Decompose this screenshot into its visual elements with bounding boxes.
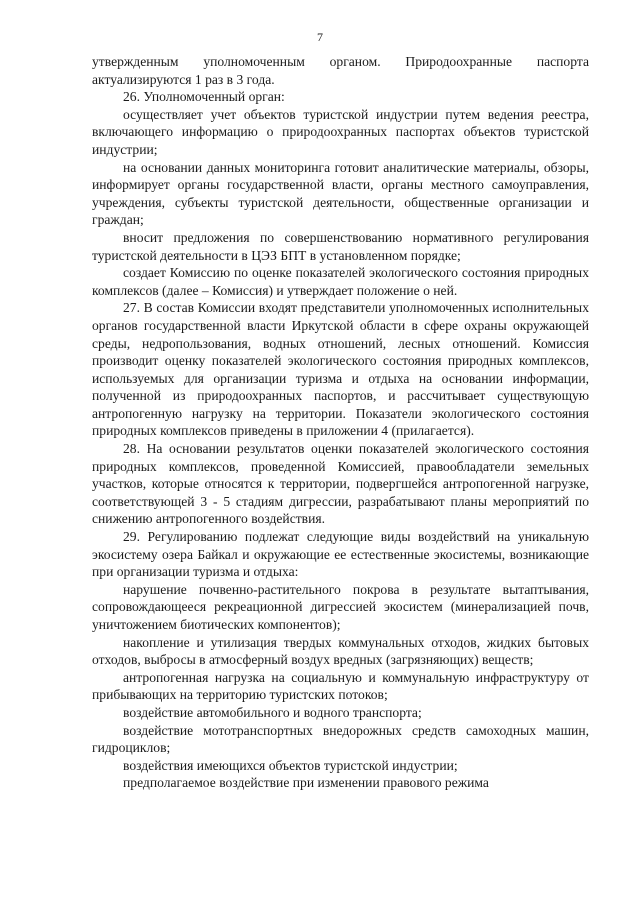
paragraph-29-item-legal-regime: предполагаемое воздействие при изменении правового режима — [123, 775, 489, 791]
paragraph-29-item-transport: воздействие автомобильного и водного транспорта; — [123, 704, 422, 720]
paragraph-passport-update: утвержденным уполномоченным органом. Природоохранные паспорта актуализируются 1 раз в 3 года. — [92, 54, 589, 87]
paragraph-26-item-commission: создает Комиссию по оценке показателей экологического состояния природных комплексов (далее – Комиссия) и утверждает положение о ней. — [92, 265, 589, 298]
paragraph-29: 29. Регулированию подлежат следующие виды воздействий на уникальную экосистему озера Байкал и окружающие ее естественные экосистемы, возникающие при организации туризма и отдыха: — [92, 529, 589, 580]
paragraph-26-item-registry: осуществляет учет объектов туристской индустрии путем ведения реестра, включающего информацию о природоохранных паспортах объектов туристской индустрии; — [92, 106, 589, 157]
document-text — [92, 53, 589, 792]
paragraph-28: 28. На основании результатов оценки показателей экологического состояния природных комплексов, проведенной Комиссией, правообладатели земельных участков, которые относятся к территории, подвергшейся антропогенной нагрузке, соответствующей 3 - 5 стадиям дигрессии, разрабатывают планы мероприятий по снижению антропогенного воздействия. — [92, 441, 589, 527]
paragraph-29-item-facilities: воздействия имеющихся объектов туристской индустрии; — [123, 757, 458, 773]
paragraph-29-item-offroad: воздействие мототранспортных внедорожных средств самоходных машин, гидроциклов; — [92, 722, 589, 756]
paragraph-27: 27. В состав Комиссии входят представители уполномоченных исполнительных органов государственной власти Иркутской области в сфере охраны окружающей среды, недропользования, водных отношений, лесных отношений. Комиссия производит оценку показателей экологического состояния природных комплексов, используемых для организации туризма и отдыха на основании информации, полученной из природоохранных паспортов, и рассчитывает существующую антропогенную нагрузку на территории. Показатели экологического состояния природных комплексов приведены в приложении 4 (прилагается). — [92, 300, 589, 439]
paragraph-26-heading: 26. Уполномоченный орган: — [123, 89, 285, 105]
paragraph-26-item-analytics: на основании данных мониторинга готовит аналитические материалы, обзоры, информирует органы государственной власти, органы местного самоуправления, учреждения, субъекты туристской деятельности, общественные организации и граждан; — [92, 159, 589, 228]
paragraph-26-item-proposals: вносит предложения по совершенствованию нормативного регулирования туристской деятельности в ЦЭЗ БПТ в установленном порядке; — [92, 229, 589, 263]
paragraph-29-item-waste: накопление и утилизация твердых коммунальных отходов, жидких бытовых отходов, выбросы в атмосферный воздух вредных (загрязняющих) веществ; — [92, 634, 589, 668]
page-number: 7 — [317, 30, 323, 44]
paragraph-29-item-infrastructure: антропогенная нагрузка на социальную и коммунальную инфраструктуру от прибывающих на территорию туристских потоков; — [92, 669, 589, 703]
paragraph-29-item-soil: нарушение почвенно-растительного покрова в результате вытаптывания, сопровождающееся рекреационной дигрессией экосистем (минерализацией почв, уничтожением биотических компонентов); — [92, 581, 589, 632]
